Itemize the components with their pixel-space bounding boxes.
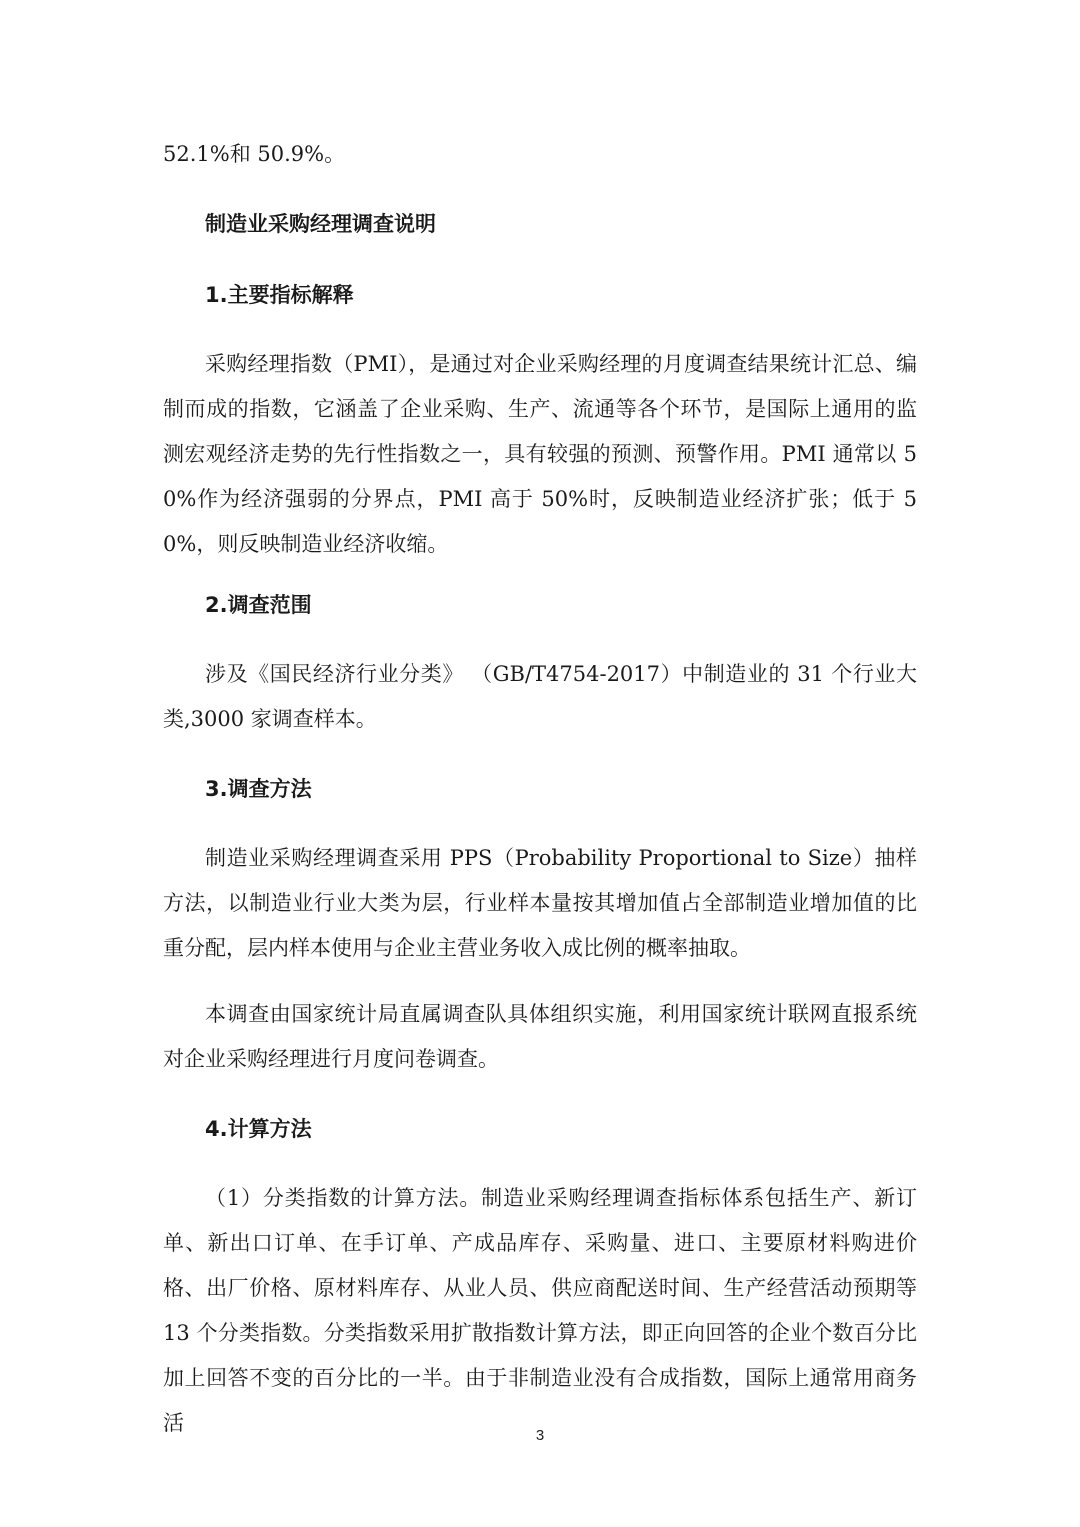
paragraph-pmi-definition: 采购经理指数（PMI），是通过对企业采购经理的月度调查结果统计汇总、编制而成的指数，它涵盖了企业采购、生产、流通等各个环节，是国际上通用的监测宏观经济走势的先行性指数之一，具有较强的预测、预警作用。PMI 通常以 50%作为经济强弱的分界点，PMI 高于 50%时，反映制造业经济扩张；低于 50%，则反映制造业经济收缩。	[163, 352, 917, 556]
page-number: 3	[535, 1427, 545, 1444]
carryover-text: 52.1%和 50.9%。	[163, 142, 346, 166]
section-heading-scope: 2.调查范围	[205, 593, 312, 617]
section-heading-method: 3.调查方法	[205, 777, 312, 801]
section-heading-indicators: 1.主要指标解释	[205, 283, 354, 307]
paragraph-calculation: （1）分类指数的计算方法。制造业采购经理调查指标体系包括生产、新订单、新出口订单、在手订单、产成品库存、采购量、进口、主要原材料购进价格、出厂价格、原材料库存、从业人员、供应商配送时间、生产经营活动预期等 13 个分类指数。分类指数采用扩散指数计算方法，即正向回答的企业个数百分比加上回答不变的百分比的一半。由于非制造业没有合成指数，国际上通常用商务活	[163, 1186, 917, 1435]
paragraph-scope: 涉及《国民经济行业分类》 （GB/T4754-2017）中制造业的 31 个行业大类,3000 家调查样本。	[163, 662, 917, 731]
document-title: 制造业采购经理调查说明	[205, 212, 436, 236]
paragraph-sampling: 制造业采购经理调查采用 PPS（Probability Proportional to Size）抽样方法，以制造业行业大类为层，行业样本量按其增加值占全部制造业增加值的比重分配，层内样本使用与企业主营业务收入成比例的概率抽取。	[163, 846, 917, 960]
paragraph-survey-implementation: 本调查由国家统计局直属调查队具体组织实施，利用国家统计联网直报系统对企业采购经理进行月度问卷调查。	[163, 1002, 917, 1071]
section-heading-calculation: 4.计算方法	[205, 1117, 312, 1141]
